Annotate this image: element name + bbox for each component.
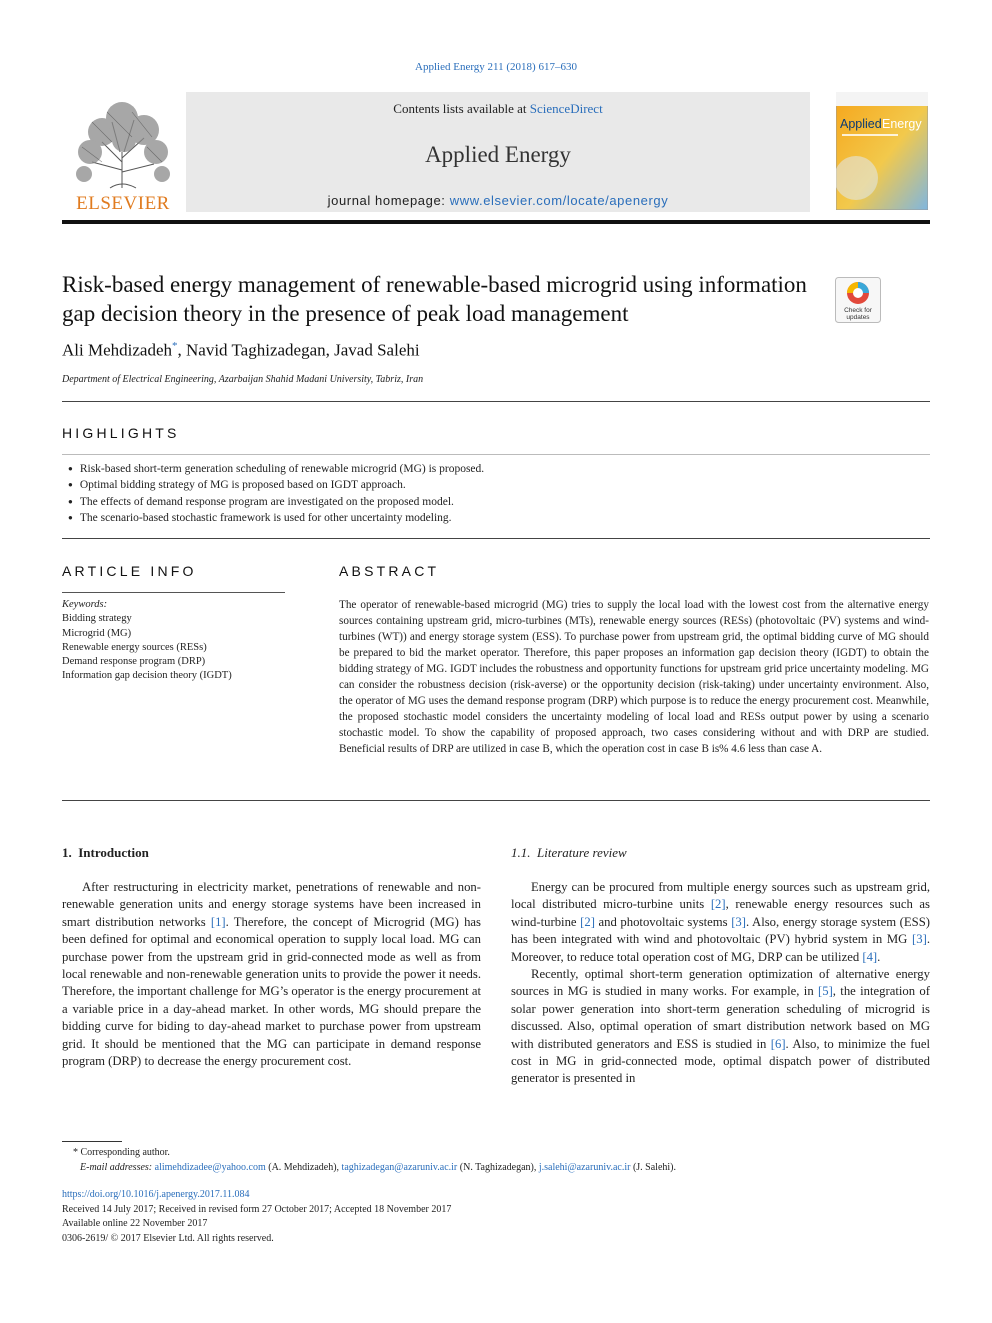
email-link[interactable]: j.salehi@azaruniv.ac.ir xyxy=(538,1161,631,1173)
author-list: Ali Mehdizadeh*, Navid Taghizadegan, Javad Salehi xyxy=(62,340,420,360)
available-online: Available online 22 November 2017 xyxy=(62,1218,208,1229)
highlight-item: ● The scenario-based stochastic framework is used for other uncertainty modeling. xyxy=(68,510,928,526)
introduction-heading: 1. Introduction xyxy=(62,845,149,860)
keyword-item: Renewable energy sources (RESs) xyxy=(62,641,207,653)
paper-title: Risk-based energy management of renewable-based microgrid using information gap decision theory in the presence of peak load management xyxy=(62,272,807,326)
introduction-paragraph: After restructuring in electricity market, penetrations of renewable and non-renewable generation units and energy storage systems have been increased in smart distribution networks [1]. Therefore, the concept of Microgrid (MG) has been defined for optimal and economical operation to supply local load. MG can purchase power from the upstream grid in grid-connected mode as well as from local renewable and non-renewable generation units to provide the power it needs. Therefore, the important challenge for MG’s operator is the energy procurement at a variable price in a day-ahead market. In other words, MG should prepare the bidding curve for biding to day-ahead market to purchase power from upstream grid. It should be mentioned that the MG can participate in demand response program (DRP) to decrease the energy procurement cost. xyxy=(62,880,481,1069)
journal-name: Applied Energy xyxy=(425,142,571,167)
citation-link[interactable]: [5] xyxy=(818,984,833,999)
copyright-notice: 0306-2619/ © 2017 Elsevier Ltd. All rights reserved. xyxy=(62,1232,274,1244)
citation-link[interactable]: [3] xyxy=(731,914,746,929)
affiliation: Department of Electrical Engineering, Azarbaijan Shahid Madani University, Tabriz, Iran xyxy=(62,374,424,385)
svg-text:ELSEVIER: ELSEVIER xyxy=(76,193,170,212)
svg-text:updates: updates xyxy=(846,314,870,321)
publication-info xyxy=(62,1188,930,1246)
highlight-item: ● Optimal bidding strategy of MG is proposed based on IGDT approach. xyxy=(68,477,928,493)
literature-paragraph: Recently, optimal short-term generation optimization of alternative energy sources in MG is studied in many works. For example, in [5], the integration of solar power generation into short-term generation scheduling of microgrid is discussed. Also, optimal operation of smart distribution network based on MG with distributed generators and ESS is studied in [6]. Also, to minimize the fuel cost in MG in grid-connected mode, optimal dispatch power of distributed generator is presented in xyxy=(511,967,930,1086)
abstract-heading: ABSTRACT xyxy=(339,563,440,579)
introduction-body xyxy=(62,879,481,1070)
journal-citation[interactable]: Applied Energy 211 (2018) 617–630 xyxy=(415,61,577,73)
highlights-heading: HIGHLIGHTS xyxy=(62,425,180,441)
highlight-item: ● Risk-based short-term generation scheduling of renewable microgrid (MG) is proposed. xyxy=(68,461,928,477)
article-info-heading: ARTICLE INFO xyxy=(62,563,197,579)
keyword-item: Information gap decision theory (IGDT) xyxy=(62,670,232,682)
section-divider xyxy=(62,800,930,801)
keyword-item: Demand response program (DRP) xyxy=(62,656,206,668)
journal-header-band xyxy=(186,92,810,212)
svg-text:Applied: Applied xyxy=(840,117,882,131)
section-divider xyxy=(62,538,930,539)
doi-link[interactable]: https://doi.org/10.1016/j.apenergy.2017.11.084 xyxy=(62,1189,250,1200)
citation-link[interactable]: [6] xyxy=(770,1036,786,1051)
literature-review-heading: 1.1. Literature review xyxy=(511,845,627,860)
banner-rule xyxy=(62,220,930,224)
journal-homepage: journal homepage: www.elsevier.com/locate/apenergy xyxy=(327,193,669,208)
check-for-updates-icon xyxy=(835,277,881,323)
citation-link[interactable]: [4] xyxy=(862,949,878,964)
article-info-rule xyxy=(62,592,285,593)
citation-link[interactable]: [2] xyxy=(710,897,726,912)
email-link[interactable]: alimehdizadee@yahoo.com xyxy=(154,1161,266,1173)
email-addresses: E-mail addresses: alimehdizadee@yahoo.com (A. Mehdizadeh), taghizadegan@azaruniv.ac.ir (N. Taghizadegan), j.salehi@azaruniv.ac.ir (J. Salehi). xyxy=(80,1161,676,1173)
footnote-rule xyxy=(62,1141,122,1142)
keyword-item: Bidding strategy xyxy=(62,613,132,625)
svg-text:Check for: Check for xyxy=(844,307,872,314)
abstract-text: The operator of renewable-based microgrid (MG) tries to supply the local load with the lowest cost from the alternative energy sources containing upstream grid, micro-turbines (MTs), renewable energy sources (RESs) (photovoltaic (PV) systems and wind-turbines (WT)) and energy storage system (ESS). To purchase power from upstream grid, the optimal bidding curve of MG should be prepared to bid the market operator. Therefore, this paper proposes an information gap decision theory (IGDT) to obtain the bidding strategy of MG. IGDT includes the robustness and opportunity functions for upstream grid price uncertainty modeling. MG can consider the robustness decision (risk-averse) or the opportunity decision (risk-taking) under uncertainty environment. Also, the operator of MG uses the demand response program (DRP) which purpose is to reduce the energy procurement cost. Meanwhile, the proposed stochastic model considers the uncertainty modeling of local load and RESs output power by using a scenario stochastic model. To show the capability of proposed approach, two cases considering without and with DRP are studied. Beneficial results of DRP are utilized in case B, which the operation cost in case B is% 4.6 less than case A. xyxy=(339,599,929,755)
elsevier-logo[interactable] xyxy=(62,92,184,212)
journal-banner xyxy=(62,92,930,222)
corresponding-author-mark[interactable]: * xyxy=(172,340,178,352)
literature-review-body xyxy=(511,879,930,1088)
highlights-list xyxy=(68,461,928,526)
highlight-item: ● The effects of demand response program are investigated on the proposed model. xyxy=(68,494,928,510)
keywords-label: Keywords: xyxy=(62,599,108,610)
citation-link[interactable]: [2] xyxy=(580,914,595,929)
svg-text:Energy: Energy xyxy=(882,117,922,131)
author-name[interactable]: Navid Taghizadegan xyxy=(186,340,326,360)
author-name[interactable]: Javad Salehi xyxy=(334,340,420,360)
citation-link[interactable]: [1] xyxy=(210,914,226,929)
sciencedirect-link[interactable]: ScienceDirect xyxy=(529,101,603,116)
contents-line: Contents lists available at ScienceDirect xyxy=(393,101,603,116)
journal-cover-image xyxy=(836,92,928,210)
citation-link[interactable]: [3] xyxy=(912,932,927,947)
elsevier-tree-icon xyxy=(62,92,184,212)
journal-cover-thumbnail[interactable] xyxy=(836,92,928,210)
keywords-block xyxy=(62,598,287,684)
keyword-item: Microgrid (MG) xyxy=(62,627,132,639)
crossmark-badge[interactable] xyxy=(835,277,881,323)
highlights-rule xyxy=(62,454,930,455)
corresponding-author-note: * Corresponding author. xyxy=(73,1147,170,1158)
literature-paragraph: Energy can be procured from multiple energy sources such as upstream grid, local distributed micro-turbine units [2], renewable energy resources such as wind-turbine [2] and photovoltaic systems [3]. Also, energy storage system (ESS) has been integrated with wind and photovoltaic (PV) hybrid system in MG [3]. Moreover, to reduce total operation cost of MG, DRP can be utilized [4]. xyxy=(511,880,930,964)
footnotes xyxy=(62,1146,930,1175)
email-link[interactable]: taghizadegan@azaruniv.ac.ir xyxy=(341,1161,458,1173)
author-name[interactable]: Ali Mehdizadeh xyxy=(62,340,172,360)
section-divider xyxy=(62,401,930,402)
homepage-link[interactable]: www.elsevier.com/locate/apenergy xyxy=(449,193,669,208)
received-dates: Received 14 July 2017; Received in revised form 27 October 2017; Accepted 18 November 2017 xyxy=(62,1203,452,1215)
